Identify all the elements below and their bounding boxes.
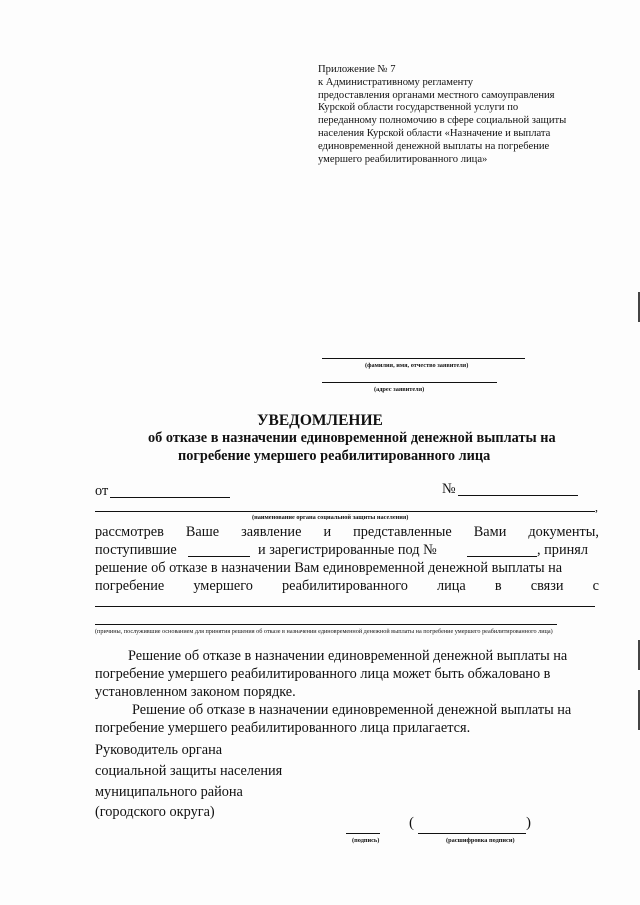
appendix-header xyxy=(318,64,566,166)
received-date-line xyxy=(188,556,250,557)
decoding-open-paren: ( xyxy=(409,815,414,831)
document-subtitle-cont: погребение умершего реабилитированного лица xyxy=(178,448,491,464)
appeal-line-2: погребение умершего реабилитированного лица может быть обжаловано в xyxy=(95,666,551,682)
decoding-line xyxy=(418,833,526,834)
number-label: № xyxy=(442,481,456,497)
org-caption: (наименование органа социальной защиты населения) xyxy=(252,514,409,521)
date-line xyxy=(110,497,230,498)
applicant-address-line xyxy=(322,382,497,383)
body-line-4 xyxy=(95,578,599,595)
header-line: Приложение № 7 xyxy=(318,64,396,75)
word: документы, xyxy=(528,524,599,540)
applicant-name-caption: (фамилия, имя, отчество заявителя) xyxy=(365,362,469,369)
header-line: умершего реабилитированного лица» xyxy=(318,153,488,165)
body-line-2-end: , принял xyxy=(537,542,588,558)
word: реабилитированного xyxy=(281,578,408,594)
applicant-address-caption: (адрес заявителя) xyxy=(374,386,425,393)
attach-line-2: погребение умершего реабилитированного лица прилагается. xyxy=(95,720,471,736)
header-line: населения Курской области «Назначение и выплата xyxy=(318,127,551,139)
document-title: УВЕДОМЛЕНИЕ xyxy=(257,412,383,429)
word: Вами xyxy=(473,524,507,540)
decoding-caption: (расшифровка подписи) xyxy=(446,837,515,844)
signatory-line: Руководитель органа xyxy=(95,742,223,758)
word: рассмотрев xyxy=(95,524,164,540)
word: с xyxy=(592,578,599,594)
document-subtitle: об отказе в назначении единовременной денежной выплаты на xyxy=(148,430,556,446)
header-line: переданному полномочию в сфере социальной защиты xyxy=(318,115,567,127)
body-line-2-start: поступившие xyxy=(95,542,177,558)
org-comma: , xyxy=(595,500,598,514)
word: и xyxy=(323,524,332,540)
attach-line-1: Решение об отказе в назначении единовременной денежной выплаты на xyxy=(132,702,572,718)
applicant-name-line xyxy=(322,358,525,359)
appeal-line-1: Решение об отказе в назначении единовременной денежной выплаты на xyxy=(128,648,568,664)
reasons-line-2 xyxy=(95,624,557,625)
decoding-close-paren: ) xyxy=(526,815,531,831)
body-line-2-mid: и зарегистрированные под № xyxy=(258,542,437,558)
header-line: к Административному регламенту xyxy=(318,76,474,88)
signature-line xyxy=(346,833,380,834)
body-line-1 xyxy=(95,524,599,541)
number-line xyxy=(458,495,578,496)
word: умершего xyxy=(193,578,253,594)
header-line: предоставления органами местного самоуправления xyxy=(318,89,555,101)
signature-caption: (подпись) xyxy=(352,837,380,844)
header-line: Курской области государственной услуги по xyxy=(318,102,519,114)
signatory-title xyxy=(95,740,282,823)
signatory-line: муниципального района xyxy=(95,783,243,800)
signatory-line: социальной защиты населения xyxy=(95,762,283,779)
signatory-line: (городского округа) xyxy=(95,804,215,821)
from-label: от xyxy=(95,483,109,499)
word: в xyxy=(494,578,502,594)
body-line-3: решение об отказе в назначении Вам единовременной денежной выплаты на xyxy=(95,560,563,576)
reasons-line-1 xyxy=(95,606,595,607)
appeal-line-3: установленном законом порядке. xyxy=(95,684,296,700)
word: Ваше xyxy=(185,524,220,540)
reasons-caption: (причины, послужившие основанием для принятия решения об отказе в назначении единовременной денежной выплаты на погребение умершего реабилитированного лица) xyxy=(95,628,553,635)
word: представленные xyxy=(353,524,452,540)
word: лица xyxy=(436,578,466,594)
registration-number-line xyxy=(467,556,537,557)
org-line xyxy=(95,511,595,512)
word: погребение xyxy=(95,578,165,594)
header-line: единовременной денежной выплаты на погребение xyxy=(318,140,550,152)
word: связи xyxy=(530,578,564,594)
word: заявление xyxy=(241,524,302,540)
